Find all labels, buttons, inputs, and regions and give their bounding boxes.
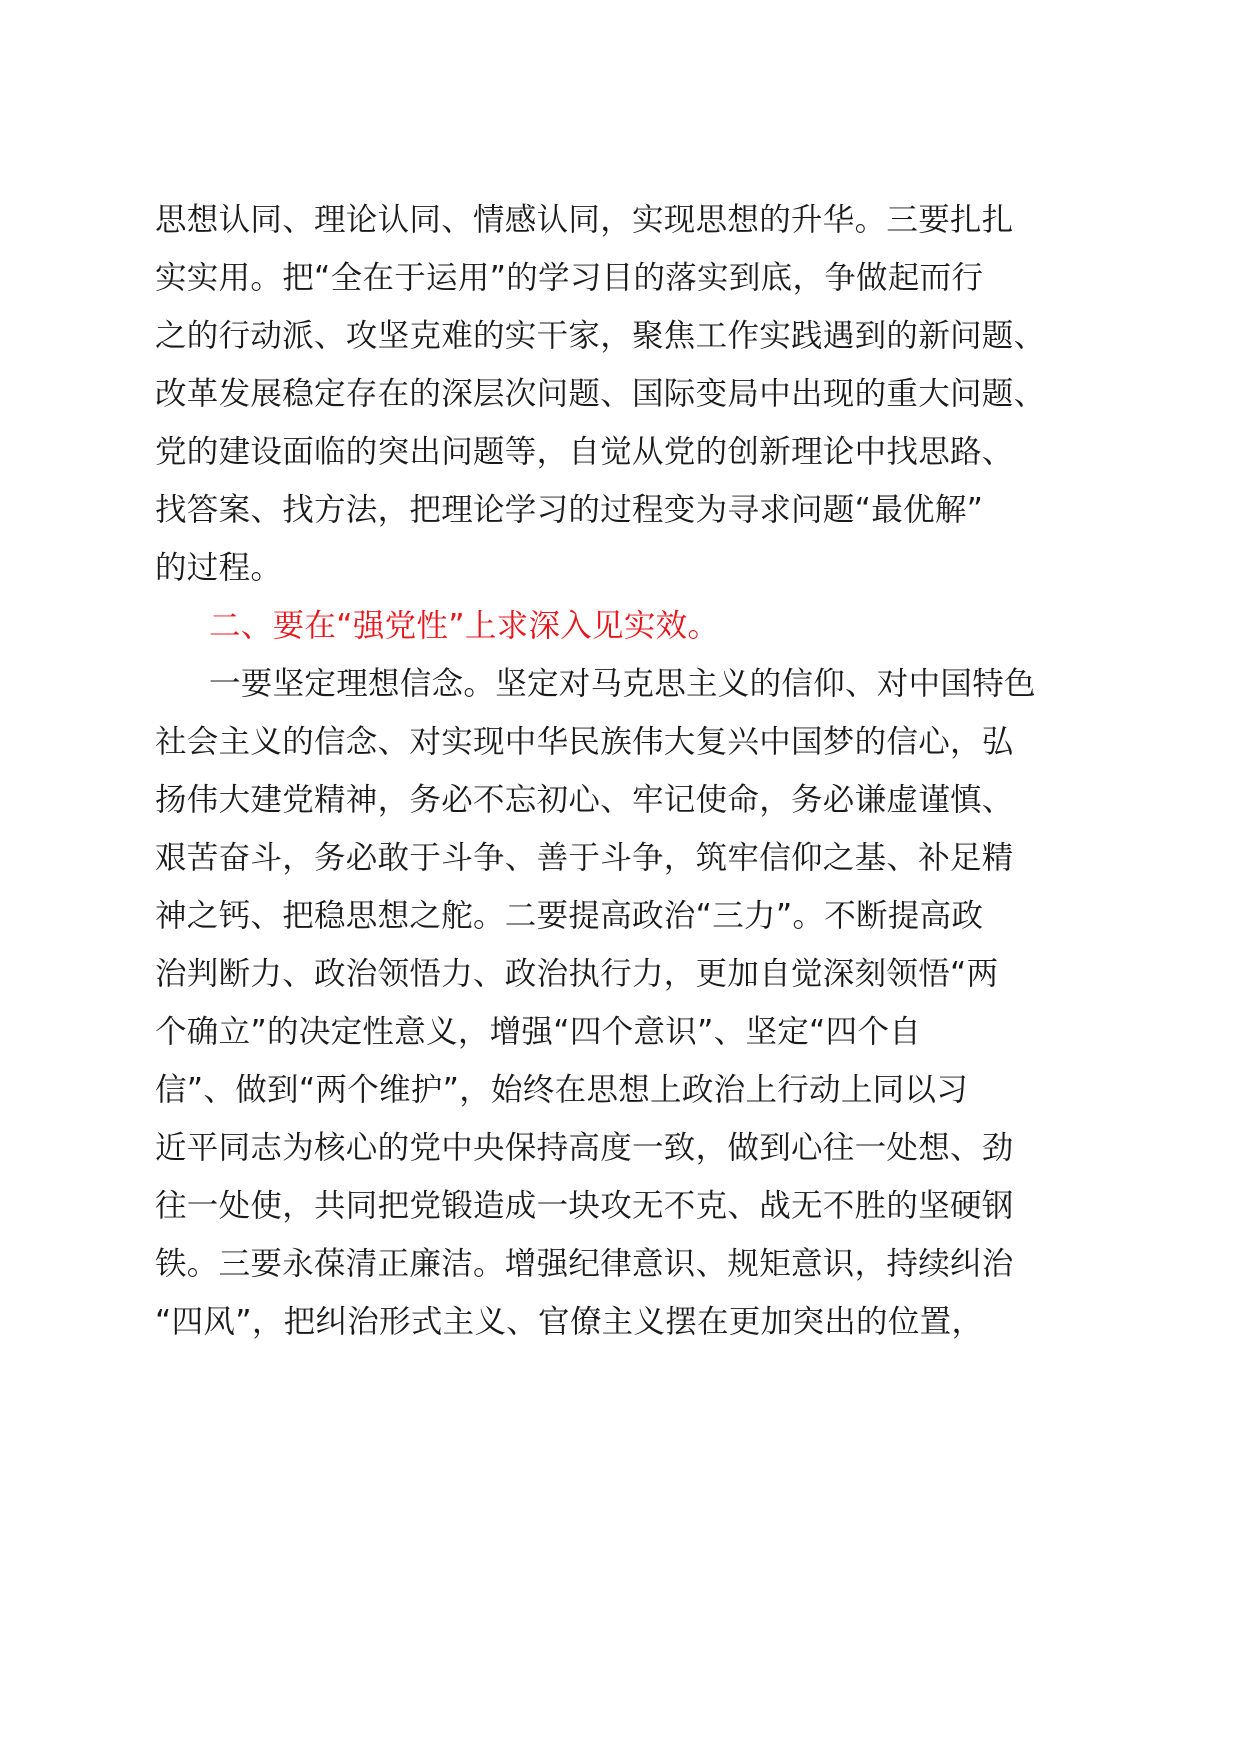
text-line: 的过程。 <box>155 550 283 586</box>
text-line: 扬伟大建党精神，务必不忘初心、牢记使命，务必谦虚谨慎、 <box>155 782 1014 818</box>
text-line: 党的建设面临的突出问题等，自觉从党的创新理论中找思路、 <box>155 434 1014 470</box>
text-line: 找答案、找方法，把理论学习的过程变为寻求问题“最优解” <box>155 492 984 528</box>
text-line: 铁。三要永葆清正廉洁。增强纪律意识、规矩意识，持续纠治 <box>155 1246 1014 1282</box>
text-line: 近平同志为核心的党中央保持高度一致，做到心往一处想、劲 <box>155 1130 1014 1166</box>
text-line: 之的行动派、攻坚克难的实干家，聚焦工作实践遇到的新问题、 <box>155 318 1046 354</box>
text-line: 信”、做到“两个维护”，始终在思想上政治上行动上同以习 <box>155 1072 969 1108</box>
text-line: 神之钙、把稳思想之舵。二要提高政治“三力”。不断提高政 <box>155 898 984 934</box>
text-line: 社会主义的信念、对实现中华民族伟大复兴中国梦的信心，弘 <box>155 724 1014 760</box>
text-line: 思想认同、理论认同、情感认同，实现思想的升华。三要扎扎 <box>155 202 1014 238</box>
text-line: 治判断力、政治领悟力、政治执行力，更加自觉深刻领悟“两 <box>155 956 999 992</box>
section-heading: 二、要在“强党性”上求深入见实效。 <box>209 608 720 644</box>
paragraph-first-line: 一要坚定理想信念。坚定对马克思主义的信仰、对中国特色 <box>209 666 1036 702</box>
text-line: 实实用。把“全在于运用”的学习目的落实到底，争做起而行 <box>155 260 984 296</box>
text-line: “四风”，把纠治形式主义、官僚主义摆在更加突出的位置， <box>155 1304 984 1340</box>
text-line: 艰苦奋斗，务必敢于斗争、善于斗争，筑牢信仰之基、补足精 <box>155 840 1014 876</box>
text-line: 改革发展稳定存在的深层次问题、国际变局中出现的重大问题、 <box>155 376 1046 412</box>
text-line: 往一处使，共同把党锻造成一块攻无不克、战无不胜的坚硬钢 <box>155 1188 1014 1224</box>
text-line: 个确立”的决定性意义，增强“四个意识”、坚定“四个自 <box>155 1014 922 1050</box>
